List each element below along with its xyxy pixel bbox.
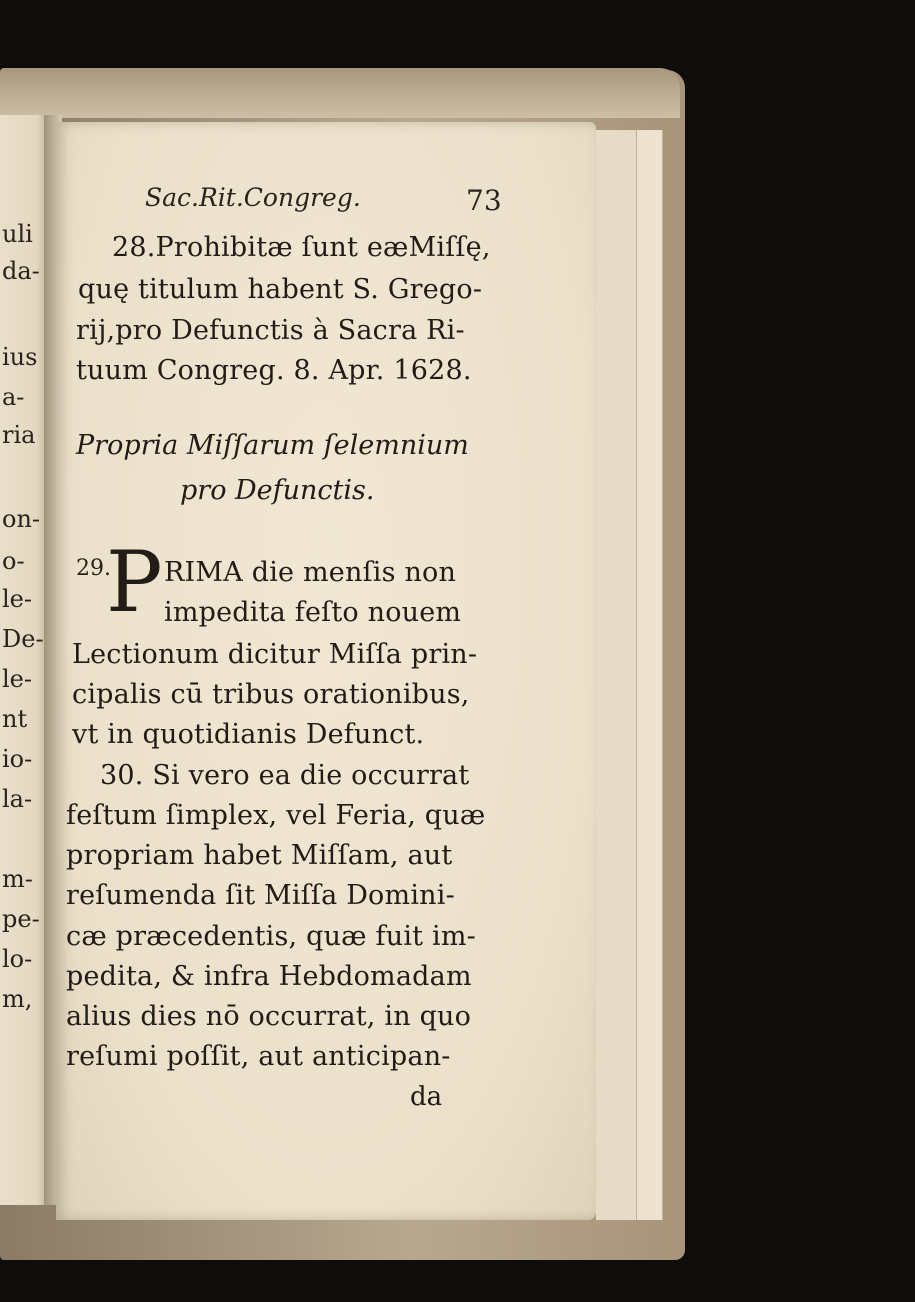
text-line: impedita feſto nouem <box>164 597 462 628</box>
text-line: 30. Si vero ea die occurrat <box>100 760 470 791</box>
text-line: RIMA die menſis non <box>164 557 457 588</box>
text-line: Lectionum dicitur Miſſa prin- <box>72 639 478 670</box>
left-fragment: a- <box>2 383 25 411</box>
left-fragment: nt <box>2 705 28 733</box>
left-fragment: pe- <box>2 905 40 933</box>
text-line: tuum Congreg. 8. Apr. 1628. <box>76 355 472 386</box>
left-fragment: ius <box>2 343 38 371</box>
text-line: quę titulum habent S. Grego- <box>78 274 483 305</box>
text-line: reſumi poſſit, aut anticipan- <box>66 1041 451 1072</box>
section-heading: Propria Miſſarum ſelemnium <box>76 430 469 461</box>
page-number: 73 <box>466 184 502 217</box>
text-line: feſtum ſimplex, vel Feria, quæ <box>66 800 486 831</box>
left-fragment: on- <box>2 505 41 533</box>
left-fragment: da- <box>2 257 40 285</box>
section-heading-cont: pro Defunctis. <box>180 475 375 506</box>
text-line: rij,pro Defunctis à Sacra Ri- <box>76 315 465 346</box>
text-line: 28.Prohibitæ ſunt eæMiſſę, <box>112 232 491 263</box>
left-fragment: le- <box>2 665 32 693</box>
left-fragment: lo- <box>2 945 33 973</box>
text-line: propriam habet Miſſam, aut <box>66 840 453 871</box>
left-fragment: o- <box>2 547 25 575</box>
page-edges-inner <box>596 130 637 1220</box>
text-line: cipalis cū tribus orationibus, <box>72 679 470 710</box>
left-fragment: m, <box>2 985 33 1013</box>
left-fragment: De- <box>2 625 44 653</box>
left-fragment: io- <box>2 745 33 773</box>
book-top-edge <box>0 68 680 118</box>
left-fragment: la- <box>2 785 33 813</box>
left-fragment: m- <box>2 865 33 893</box>
left-fragment: uli <box>2 220 33 248</box>
catchword: da <box>410 1082 443 1112</box>
text-line: vt in quotidianis Defunct. <box>72 719 425 750</box>
text-line: reſumenda ſit Miſſa Domini- <box>66 880 455 911</box>
paragraph-number: 29. <box>76 556 111 581</box>
drop-capital: P <box>106 533 163 631</box>
text-line: cæ præcedentis, quæ fuit im- <box>66 921 476 952</box>
running-head: Sac.Rit.Congreg. <box>145 183 361 212</box>
text-line: pedita, & infra Hebdomadam <box>66 961 472 992</box>
text-line: alius dies nō occurrat, in quo <box>66 1001 472 1032</box>
left-fragment: le- <box>2 585 32 613</box>
left-fragment: ria <box>2 421 36 449</box>
